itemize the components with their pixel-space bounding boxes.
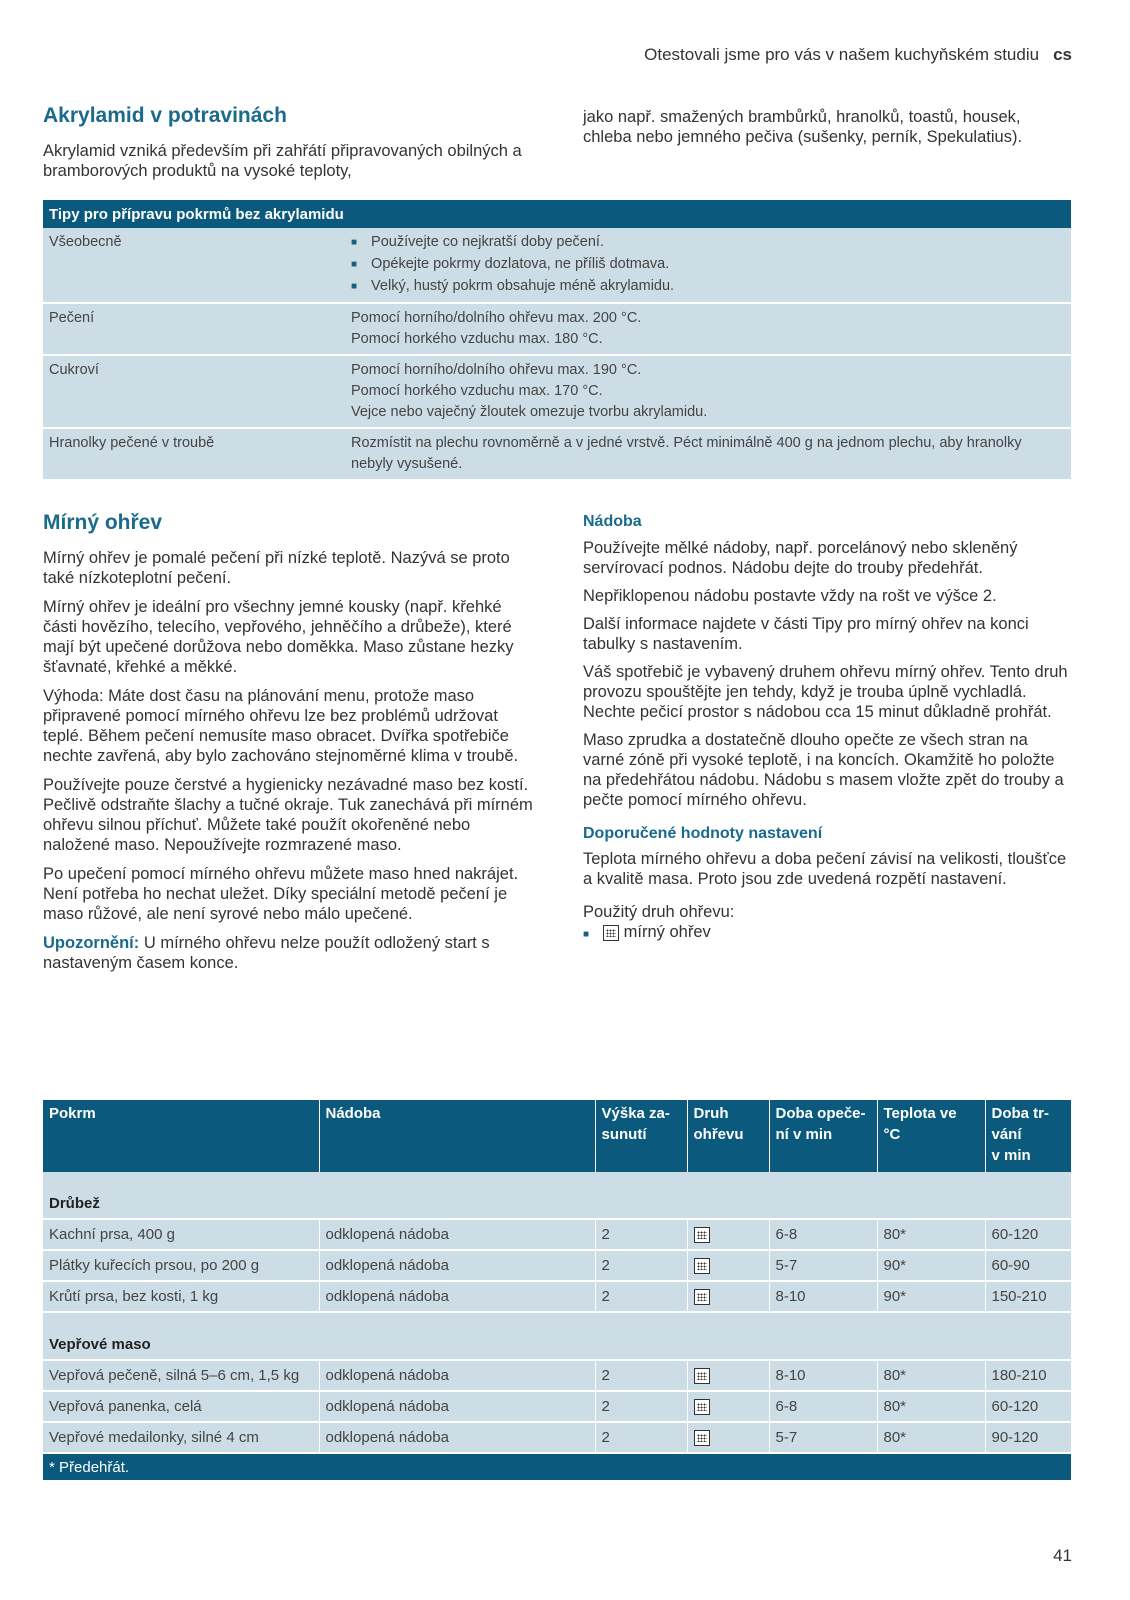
- heating-type-cell: [687, 1250, 769, 1281]
- note-label: Upozornění:: [43, 934, 140, 952]
- mild-heat-icon: [694, 1289, 710, 1305]
- vessel-paragraph: Nepřiklopenou nádobu postavte vždy na rošt ve výšce 2.: [583, 587, 997, 605]
- tips-line: Pomocí horního/dolního ohřevu max. 200 °C.: [351, 310, 642, 326]
- settings-header-cell: Doba opeče- ní v min: [769, 1100, 877, 1172]
- settings-group-name: Vepřové maso: [43, 1312, 1071, 1360]
- settings-row: [43, 1422, 1071, 1453]
- duration-cell: 60-90: [985, 1250, 1071, 1281]
- vessel-cell: odklopená nádoba: [319, 1360, 595, 1391]
- mild-heat-paragraph: Používejte pouze čerstvé a hygienicky nezávadné maso bez kostí. Pečlivě odstraňte šlachy a tučné okraje. Tuk zanechává při mírném ohřevu silnou příchuť. Můžete také použít okořeněné nebo naložené maso. Nepoužívejte rozmrazené maso.: [43, 776, 533, 854]
- dish-cell: Krůtí prsa, bez kosti, 1 kg: [43, 1281, 319, 1312]
- bullet-icon: ■: [583, 929, 590, 940]
- mild-heat-paragraph: Výhoda: Máte dost času na plánování menu, protože maso připravené pomocí mírného ohřevu lze bez problémů udržovat teplé. Během pečení nemusíte maso obracet. Dvířka spotřebiče nechte zavřená, aby bylo zachováno stejnoměrné klima v troubě.: [43, 687, 519, 765]
- header-title: Otestovali jsme pro vás v našem kuchyňském studiu: [644, 45, 1040, 64]
- mild-heat-paragraph: Po upečení pomocí mírného ohřevu můžete maso hned nakrájet. Není potřeba ho nechat uležet. Díky speciální metodě pečení je maso růžové, ale není syrové nebo málo upečené.: [43, 865, 519, 923]
- acrylamide-right: [583, 107, 1073, 147]
- mild-heat-paragraph: Mírný ohřev je ideální pro všechny jemné kousky (např. křehké části hovězího, telecího, vepřového, jehněčího a drůbeže), které mají být upečené dorůžova nebo doměkka. Maso zůstane hezky šťavnaté, křehké a měkké.: [43, 598, 514, 676]
- sear-time-cell: 5-7: [769, 1422, 877, 1453]
- vessel-paragraph: Váš spotřebič je vybavený druhem ohřevu mírný ohřev. Tento druh provozu spouštějte jen tehdy, když je trouba úplně vychladlá. Nechte pečicí prostor s nádobou cca 15 minut důkladně prohřát.: [583, 663, 1068, 721]
- duration-cell: 90-120: [985, 1422, 1071, 1453]
- acrylamide-text-left: Akrylamid vzniká především při zahřátí připravovaných obilných a bramborových produktů na vysoké teploty,: [43, 142, 522, 180]
- settings-table: [43, 1100, 1071, 1482]
- temperature-cell: 90*: [877, 1250, 985, 1281]
- recommended-text: Teplota mírného ohřevu a doba pečení závisí na velikosti, tloušťce a kvalitě masa. Proto jsou zde uvedená rozpětí nastavení.: [583, 850, 1067, 888]
- temperature-cell: 80*: [877, 1422, 985, 1453]
- tips-line: Pomocí horkého vzduchu max. 180 °C.: [351, 331, 603, 347]
- sear-time-cell: 6-8: [769, 1391, 877, 1422]
- dish-cell: Vepřová pečeně, silná 5–6 cm, 1,5 kg: [43, 1360, 319, 1391]
- temperature-cell: 90*: [877, 1281, 985, 1312]
- shelf-cell: 2: [595, 1281, 687, 1312]
- tips-list-item: ■ Velký, hustý pokrm obsahuje méně akrylamidu.: [351, 276, 1065, 298]
- settings-row: [43, 1219, 1071, 1250]
- heating-type-cell: [687, 1391, 769, 1422]
- tips-category: Pečení: [43, 303, 345, 355]
- tips-content: [345, 355, 1071, 428]
- settings-group-row: [43, 1312, 1071, 1360]
- heating-type-cell: [687, 1360, 769, 1391]
- sear-time-cell: 5-7: [769, 1250, 877, 1281]
- vessel-cell: odklopená nádoba: [319, 1391, 595, 1422]
- tips-list-item: ■ Používejte co nejkratší doby pečení.: [351, 232, 1065, 254]
- vessel-paragraph: Používejte mělké nádoby, např. porcelánový nebo skleněný servírovací podnos. Nádobu dejte do trouby předehřát.: [583, 539, 1018, 577]
- settings-header-cell: Doba tr- vání v min: [985, 1100, 1071, 1172]
- mild-heat-paragraph: Mírný ohřev je pomalé pečení při nízké teplotě. Nazývá se proto také nízkoteplotní pečení.: [43, 549, 510, 587]
- heating-type-cell: [687, 1219, 769, 1250]
- shelf-cell: 2: [595, 1360, 687, 1391]
- heating-type-cell: [687, 1281, 769, 1312]
- tips-category: Hranolky pečené v troubě: [43, 428, 345, 480]
- settings-header-cell: Pokrm: [43, 1100, 319, 1172]
- settings-row: [43, 1250, 1071, 1281]
- duration-cell: 60-120: [985, 1219, 1071, 1250]
- acrylamide-text-right: jako např. smažených brambůrků, hranolků, toastů, housek, chleba nebo jemného pečiva (sušenky, perník, Spekulatius).: [583, 108, 1023, 146]
- tips-category: Cukroví: [43, 355, 345, 428]
- tips-row: [43, 303, 1071, 355]
- tips-row: [43, 428, 1071, 480]
- settings-group-row: [43, 1172, 1071, 1219]
- settings-footnote: * Předehřát.: [43, 1453, 1071, 1481]
- tips-line: Vejce nebo vaječný žloutek omezuje tvorbu akrylamidu.: [351, 404, 708, 420]
- mild-heat-icon: [694, 1399, 710, 1415]
- tips-content: [345, 428, 1071, 480]
- tips-list: [351, 232, 1065, 298]
- mild-heat-icon: [694, 1227, 710, 1243]
- dish-cell: Plátky kuřecích prsou, po 200 g: [43, 1250, 319, 1281]
- tips-line: Pomocí horkého vzduchu max. 170 °C.: [351, 383, 603, 399]
- settings-row: [43, 1360, 1071, 1391]
- mild-heat-icon: [694, 1430, 710, 1446]
- vessel-cell: odklopená nádoba: [319, 1250, 595, 1281]
- page-number: 41: [1053, 1546, 1072, 1565]
- heating-type-cell: [687, 1422, 769, 1453]
- shelf-cell: 2: [595, 1391, 687, 1422]
- acrylamide-heading: Akrylamid v potravinách: [43, 104, 287, 127]
- tips-content: [345, 303, 1071, 355]
- mild-heat-heading: Mírný ohřev: [43, 511, 163, 534]
- tips-line: Rozmístit na plechu rovnoměrně a v jedné vrstvě. Péct minimálně 400 g na jednom plechu, aby hranolky nebyly vysušené.: [351, 435, 1022, 472]
- mild-heat-section: [43, 511, 533, 973]
- tips-line: Pomocí horního/dolního ohřevu max. 190 °C.: [351, 362, 642, 378]
- mild-heat-icon: [694, 1368, 710, 1384]
- heating-item: [583, 922, 1073, 945]
- dish-cell: Vepřová panenka, celá: [43, 1391, 319, 1422]
- shelf-cell: 2: [595, 1422, 687, 1453]
- recommended-heading: Doporučené hodnoty nastavení: [583, 825, 823, 842]
- acrylamide-tips-table: [43, 200, 1071, 481]
- heating-item-label: mírný ohřev: [623, 923, 711, 941]
- language-code: cs: [1053, 45, 1072, 64]
- page-header: [644, 45, 1072, 65]
- settings-header-cell: Teplota ve °C: [877, 1100, 985, 1172]
- vessel-heading: Nádoba: [583, 513, 642, 530]
- tips-row: [43, 228, 1071, 303]
- mild-heat-note: [43, 933, 533, 973]
- tips-list-item: ■ Opékejte pokrmy dozlatova, ne příliš dotmava.: [351, 254, 1065, 276]
- settings-header-cell: Výška za- sunutí: [595, 1100, 687, 1172]
- mild-heat-icon: [603, 925, 619, 941]
- temperature-cell: 80*: [877, 1391, 985, 1422]
- settings-group-name: Drůbež: [43, 1172, 1071, 1219]
- temperature-cell: 80*: [877, 1219, 985, 1250]
- note-text: U mírného ohřevu nelze použít odložený start s nastaveným časem konce.: [43, 934, 490, 972]
- sear-time-cell: 6-8: [769, 1219, 877, 1250]
- tips-category: Všeobecně: [43, 228, 345, 303]
- vessel-paragraph: Další informace najdete v části Tipy pro mírný ohřev na konci tabulky s nastavením.: [583, 615, 1029, 653]
- heating-label: Použitý druh ohřevu:: [583, 903, 735, 921]
- vessel-section: [583, 513, 1073, 945]
- sear-time-cell: 8-10: [769, 1360, 877, 1391]
- duration-cell: 180-210: [985, 1360, 1071, 1391]
- settings-footnote-row: [43, 1453, 1071, 1481]
- shelf-cell: 2: [595, 1219, 687, 1250]
- dish-cell: Kachní prsa, 400 g: [43, 1219, 319, 1250]
- tips-row: [43, 355, 1071, 428]
- settings-row: [43, 1281, 1071, 1312]
- tips-table-title: Tipy pro přípravu pokrmů bez akrylamidu: [43, 200, 1071, 228]
- vessel-paragraph: Maso zprudka a dostatečně dlouho opečte ze všech stran na varné zóně při vysoké teplotě, i na koncích. Okamžitě ho položte na předehřátou nádobu. Nádobu s masem vložte zpět do trouby a pečte pomocí mírného ohřevu.: [583, 731, 1064, 809]
- temperature-cell: 80*: [877, 1360, 985, 1391]
- shelf-cell: 2: [595, 1250, 687, 1281]
- settings-header-cell: Nádoba: [319, 1100, 595, 1172]
- vessel-cell: odklopená nádoba: [319, 1219, 595, 1250]
- tips-content: [345, 228, 1071, 303]
- settings-header-cell: Druh ohřevu: [687, 1100, 769, 1172]
- sear-time-cell: 8-10: [769, 1281, 877, 1312]
- dish-cell: Vepřové medailonky, silné 4 cm: [43, 1422, 319, 1453]
- mild-heat-icon: [694, 1258, 710, 1274]
- acrylamide-left: [43, 104, 533, 181]
- duration-cell: 60-120: [985, 1391, 1071, 1422]
- settings-row: [43, 1391, 1071, 1422]
- vessel-cell: odklopená nádoba: [319, 1281, 595, 1312]
- vessel-cell: odklopená nádoba: [319, 1422, 595, 1453]
- duration-cell: 150-210: [985, 1281, 1071, 1312]
